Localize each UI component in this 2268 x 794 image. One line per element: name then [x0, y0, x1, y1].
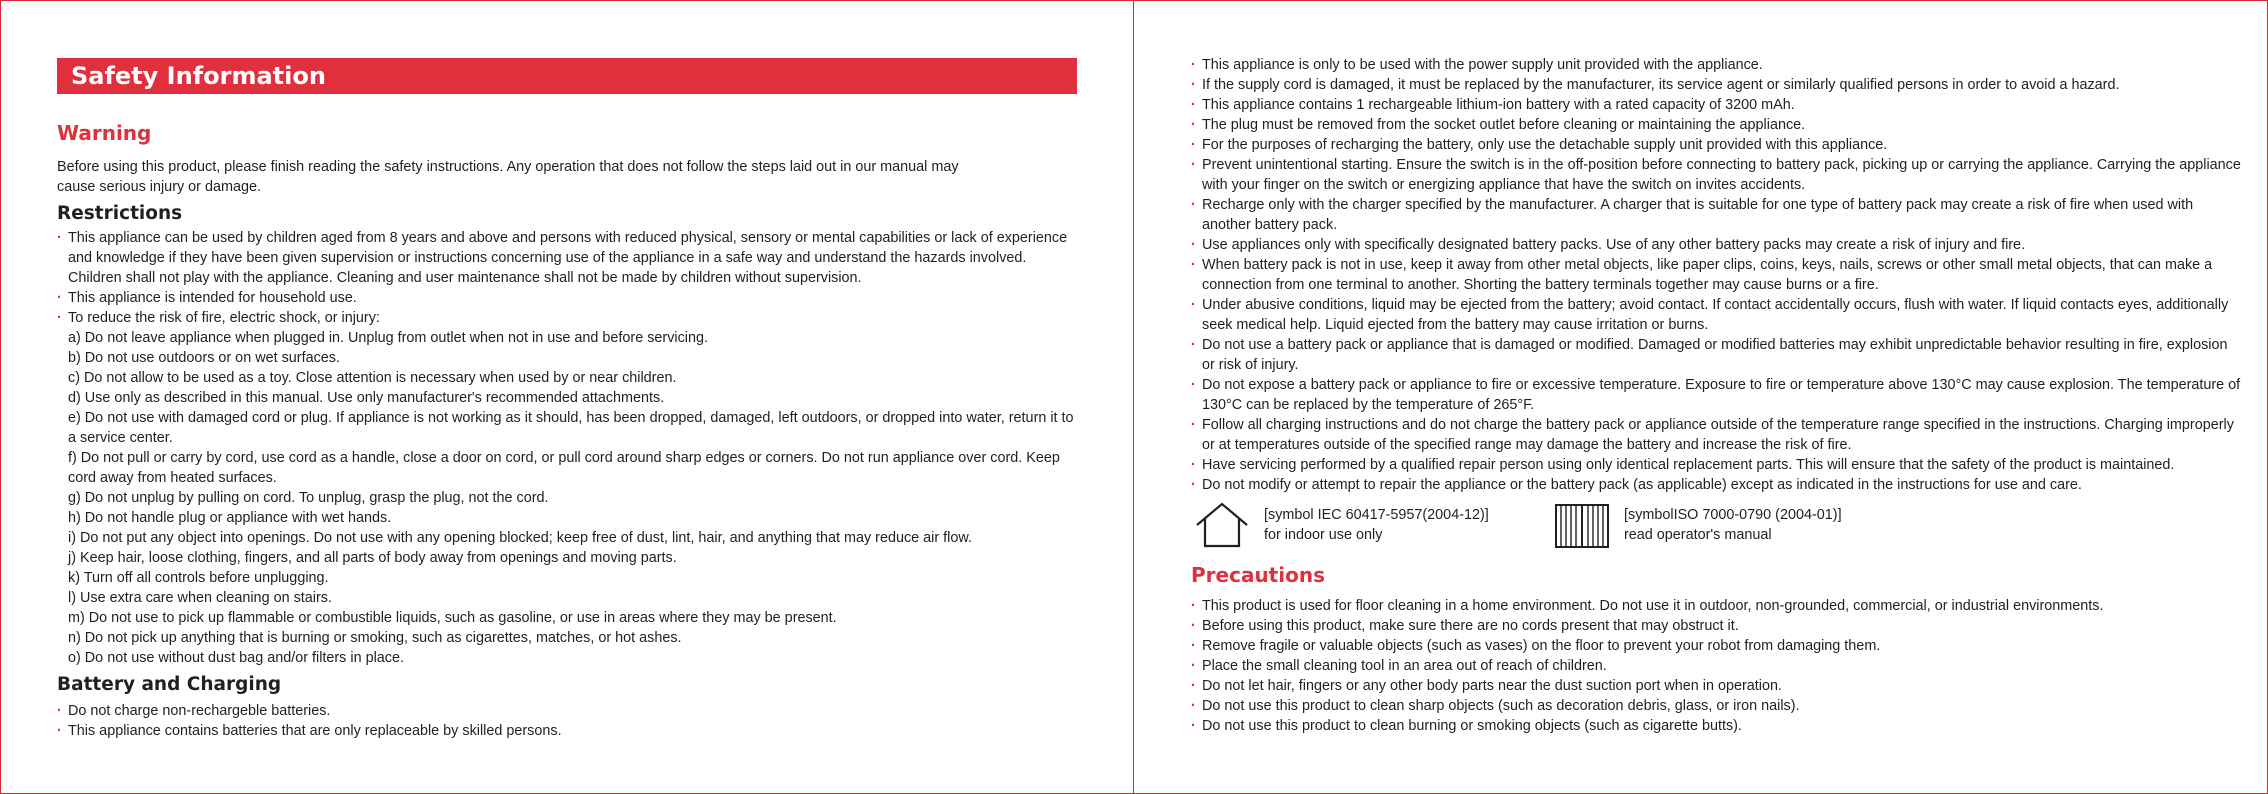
restrictions-heading: Restrictions — [57, 203, 183, 224]
symbol-code: [symbolISO 7000-0790 (2004-01)] — [1624, 507, 1842, 523]
sub-item: k) Turn off all controls before unplugging. — [68, 570, 329, 586]
sub-item: b) Do not use outdoors or on wet surfaces. — [68, 350, 340, 366]
bullet-dot: · — [1191, 638, 1196, 654]
list-item: · When battery pack is not in use, keep it away from other metal objects, like paper clips, coins, keys, nails, screws or other small metal objects, that can make a connection from one terminal to another. Shorting the battery terminals together may cause burns or a fire. — [1191, 257, 2213, 293]
indoor-use-symbol — [1194, 501, 1489, 549]
bullet-dot: · — [1191, 417, 1196, 433]
battery-list — [57, 701, 1079, 741]
list-item: · To reduce the risk of fire, electric shock, or injury: — [57, 310, 380, 326]
sub-item: e) Do not use with damaged cord or plug. If appliance is not working as it should, has been dropped, damaged, left outdoors, or dropped into water, return it to a service center. — [68, 410, 1074, 446]
bullet-dot: · — [1191, 297, 1196, 313]
warning-heading: Warning — [57, 121, 152, 145]
list-item: · This product is used for floor cleaning in a home environment. Do not use it in outdoor, non-grounded, commercial, or industrial environments. — [1191, 598, 2104, 614]
symbol-caption: read operator's manual — [1624, 527, 1772, 543]
bullet-dot: · — [1191, 457, 1196, 473]
bullet-dot: · — [1191, 77, 1196, 93]
list-item: · Do not use a battery pack or appliance that is damaged or modified. Damaged or modified batteries may exhibit unpredictable behavior resulting in fire, explosion or risk of injury. — [1191, 337, 2228, 373]
bullet-dot: · — [1191, 658, 1196, 674]
bullet-dot: · — [1191, 237, 1196, 253]
list-item: · This appliance is only to be used with the power supply unit provided with the appliance. — [1191, 57, 1763, 73]
list-item: · Do not modify or attempt to repair the appliance or the battery pack (as applicable) except as indicated in the instructions for use and care. — [1191, 477, 2082, 493]
bullet-dot: · — [57, 723, 62, 739]
sub-item: m) Do not use to pick up flammable or combustible liquids, such as gasoline, or use in areas where they may be present. — [68, 610, 837, 626]
bullet-dot: · — [1191, 57, 1196, 73]
sub-item: o) Do not use without dust bag and/or filters in place. — [68, 650, 404, 666]
bullet-dot: · — [1191, 618, 1196, 634]
precautions-list — [1191, 596, 2243, 736]
list-item: · This appliance is intended for household use. — [57, 290, 357, 306]
bullet-dot: · — [1191, 678, 1196, 694]
list-item: · Have servicing performed by a qualified repair person using only identical replacement parts. This will ensure that the safety of the product is maintained. — [1191, 457, 2175, 473]
battery-heading: Battery and Charging — [57, 674, 282, 695]
list-item: · Under abusive conditions, liquid may be ejected from the battery; avoid contact. If contact accidentally occurs, flush with water. If liquid contacts eyes, additionally seek medical help. Liquid ejected from the battery may cause irritation or burns. — [1191, 297, 2229, 333]
bullet-dot: · — [1191, 718, 1196, 734]
sub-item: g) Do not unplug by pulling on cord. To unplug, grasp the plug, not the cord. — [68, 490, 549, 506]
list-item: · Use appliances only with specifically designated battery packs. Use of any other battery packs may create a risk of injury and fire. — [1191, 237, 2026, 253]
list-item: · Before using this product, make sure there are no cords present that may obstruct it. — [1191, 618, 1739, 634]
sub-item: h) Do not handle plug or appliance with wet hands. — [68, 510, 392, 526]
bullet-dot: · — [57, 703, 62, 719]
bullet-dot: · — [1191, 377, 1196, 393]
list-item: · Do not charge non-rechargeble batteries. — [57, 703, 331, 719]
sub-item: i) Do not put any object into openings. Do not use with any opening blocked; keep free of dust, lint, hair, and anything that may reduce air flow. — [68, 530, 972, 546]
warning-text: Before using this product, please finish reading the safety instructions. Any operation that does not follow the steps laid out in our manual may cause serious injury or damage. — [57, 159, 959, 195]
symbol-code: [symbol IEC 60417-5957(2004-12)] — [1264, 507, 1489, 523]
bullet-dot: · — [1191, 698, 1196, 714]
bullet-dot: · — [1191, 337, 1196, 353]
open-book-icon — [1554, 501, 1610, 549]
battery-safety-list — [1191, 55, 2243, 495]
sub-item: a) Do not leave appliance when plugged in. Unplug from outlet when not in use and before servicing. — [68, 330, 708, 346]
sub-item: d) Use only as described in this manual. Use only manufacturer's recommended attachments. — [68, 390, 665, 406]
list-item: · This appliance contains batteries that are only replaceable by skilled persons. — [57, 723, 562, 739]
bullet-dot: · — [1191, 157, 1196, 173]
sub-item: c) Do not allow to be used as a toy. Close attention is necessary when used by or near children. — [68, 370, 677, 386]
bullet-dot: · — [1191, 257, 1196, 273]
sub-item: j) Keep hair, loose clothing, fingers, and all parts of body away from openings and moving parts. — [68, 550, 677, 566]
bullet-dot: · — [1191, 477, 1196, 493]
list-item: · Remove fragile or valuable objects (such as vases) on the floor to prevent your robot from damaging them. — [1191, 638, 1881, 654]
house-icon — [1194, 501, 1250, 549]
section-banner: Safety Information — [57, 58, 1077, 94]
list-item: · Prevent unintentional starting. Ensure the switch is in the off-position before connecting to battery pack, picking up or carrying the appliance. Carrying the appliance with your finger on the switch or energizing appliance that have the switch on invites accidents. — [1191, 157, 2241, 193]
list-item: · If the supply cord is damaged, it must be replaced by the manufacturer, its service agent or similarly qualified persons in order to avoid a hazard. — [1191, 77, 2120, 93]
list-item: · Follow all charging instructions and do not charge the battery pack or appliance outside of the temperature range specified in the instructions. Charging improperly or at temperatures outside of the specified range may damage the battery and increase the risk of fire. — [1191, 417, 2234, 453]
manual-symbol — [1554, 501, 1842, 549]
symbol-caption: for indoor use only — [1264, 527, 1383, 543]
bullet-dot: · — [57, 310, 62, 326]
bullet-dot: · — [1191, 117, 1196, 133]
list-item: · Do not expose a battery pack or appliance to fire or excessive temperature. Exposure to fire or temperature above 130°C may cause explosion. The temperature of 130°C can be replaced by the temperature of 265°F. — [1191, 377, 2241, 413]
restrictions-list — [57, 228, 1079, 668]
bullet-dot: · — [1191, 598, 1196, 614]
list-item: · Place the small cleaning tool in an area out of reach of children. — [1191, 658, 1607, 674]
bullet-dot: · — [1191, 137, 1196, 153]
list-item: · The plug must be removed from the socket outlet before cleaning or maintaining the appliance. — [1191, 117, 1806, 133]
list-item: · This appliance can be used by children aged from 8 years and above and persons with reduced physical, sensory or mental capabilities or lack of experience and knowledge if they have been given supervision or instructions concerning use of the appliance in a safe way and understand the hazards involved. Children shall not play with the appliance. Cleaning and user maintenance shall not be made by children without supervision. — [57, 230, 1068, 286]
list-item: · This appliance contains 1 rechargeable lithium-ion battery with a rated capacity of 3200 mAh. — [1191, 97, 1795, 113]
sub-item: n) Do not pick up anything that is burning or smoking, such as cigarettes, matches, or hot ashes. — [68, 630, 682, 646]
right-page — [1133, 0, 2268, 794]
bullet-dot: · — [57, 290, 62, 306]
bullet-dot: · — [1191, 97, 1196, 113]
list-item: · Do not use this product to clean sharp objects (such as decoration debris, glass, or iron nails). — [1191, 698, 1800, 714]
precautions-heading: Precautions — [1191, 563, 1325, 587]
sub-item: l) Use extra care when cleaning on stairs. — [68, 590, 332, 606]
sub-item: f) Do not pull or carry by cord, use cord as a handle, close a door on cord, or pull cord around sharp edges or corners. Do not run appliance over cord. Keep cord away from heated surfaces. — [68, 450, 1060, 486]
list-item: · For the purposes of recharging the battery, only use the detachable supply unit provided with this appliance. — [1191, 137, 1888, 153]
bullet-dot: · — [1191, 197, 1196, 213]
list-item: · Do not let hair, fingers or any other body parts near the dust suction port when in operation. — [1191, 678, 1782, 694]
list-item: · Do not use this product to clean burning or smoking objects (such as cigarette butts). — [1191, 718, 1742, 734]
list-item: · Recharge only with the charger specified by the manufacturer. A charger that is suitable for one type of battery pack may create a risk of fire when used with another battery pack. — [1191, 197, 2194, 233]
bullet-dot: · — [57, 230, 62, 246]
